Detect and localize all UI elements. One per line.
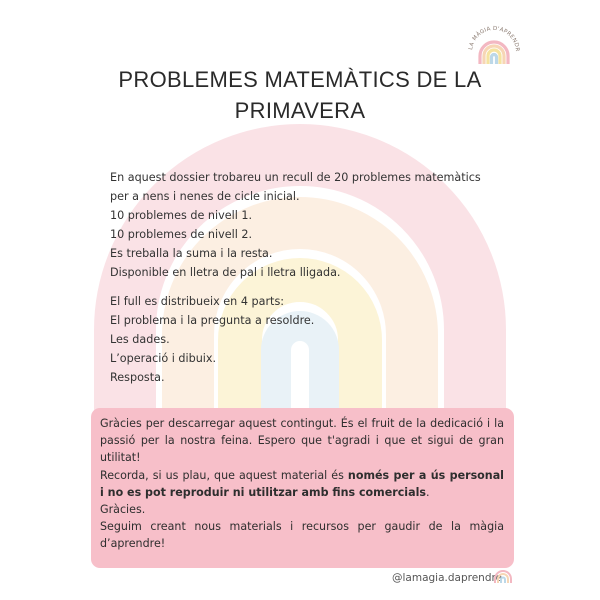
parts-line: L’operació i dibuix. <box>110 352 217 365</box>
page-title <box>60 64 540 126</box>
parts-list <box>110 292 500 387</box>
intro-line: Disponible en lletra de pal i lletra lligada. <box>110 266 341 279</box>
intro-line: 10 problemes de nivell 1. <box>110 209 253 222</box>
notice-closing: Seguim creant nous materials i recursos per gaudir de la màgia d’aprendre! <box>100 520 504 551</box>
title-line-2: PRIMAVERA <box>234 98 366 123</box>
title-line-1: PROBLEMES MATEMÀTICS DE LA <box>118 67 482 92</box>
notice-usage-text: Recorda, si us plau, que aquest material és <box>100 468 348 482</box>
brand-logo <box>464 22 524 66</box>
intro-line: Es treballa la suma i la resta. <box>110 247 273 260</box>
intro-line: per a nens i nenes de cicle inicial. <box>110 190 300 203</box>
svg-text:LA MÀGIA D'APRENDRE: LA MÀGIA D'APRENDR <box>468 25 521 52</box>
notice-usage-end: . <box>425 485 430 499</box>
intro-paragraph <box>110 168 500 282</box>
parts-line: El problema i la pregunta a resoldre. <box>110 314 315 327</box>
parts-line: El full es distribueix en 4 parts: <box>110 295 285 308</box>
thank-you-notice-box <box>91 408 514 568</box>
intro-line: En aquest dossier trobareu un recull de 20 problemes matemàtics <box>110 171 481 184</box>
notice-usage-terms <box>100 467 504 501</box>
parts-line: Resposta. <box>110 371 165 384</box>
notice-gracies: Gràcies. <box>100 503 146 517</box>
rainbow-icon <box>493 569 513 583</box>
social-handle: @lamagia.daprendre <box>392 572 503 584</box>
parts-line: Les dades. <box>110 333 170 346</box>
notice-thanks: Gràcies per descarregar aquest contingut. És el fruit de la dedicació i la passió per la nostra feina. Espero que t'agradi i que et sigui de gran utilitat! <box>100 417 504 465</box>
intro-line: 10 problemes de nivell 2. <box>110 228 253 241</box>
notice-usage-bold: només per a ús personal i no es pot reproduir ni utilitzar amb fins comercials <box>100 468 504 499</box>
